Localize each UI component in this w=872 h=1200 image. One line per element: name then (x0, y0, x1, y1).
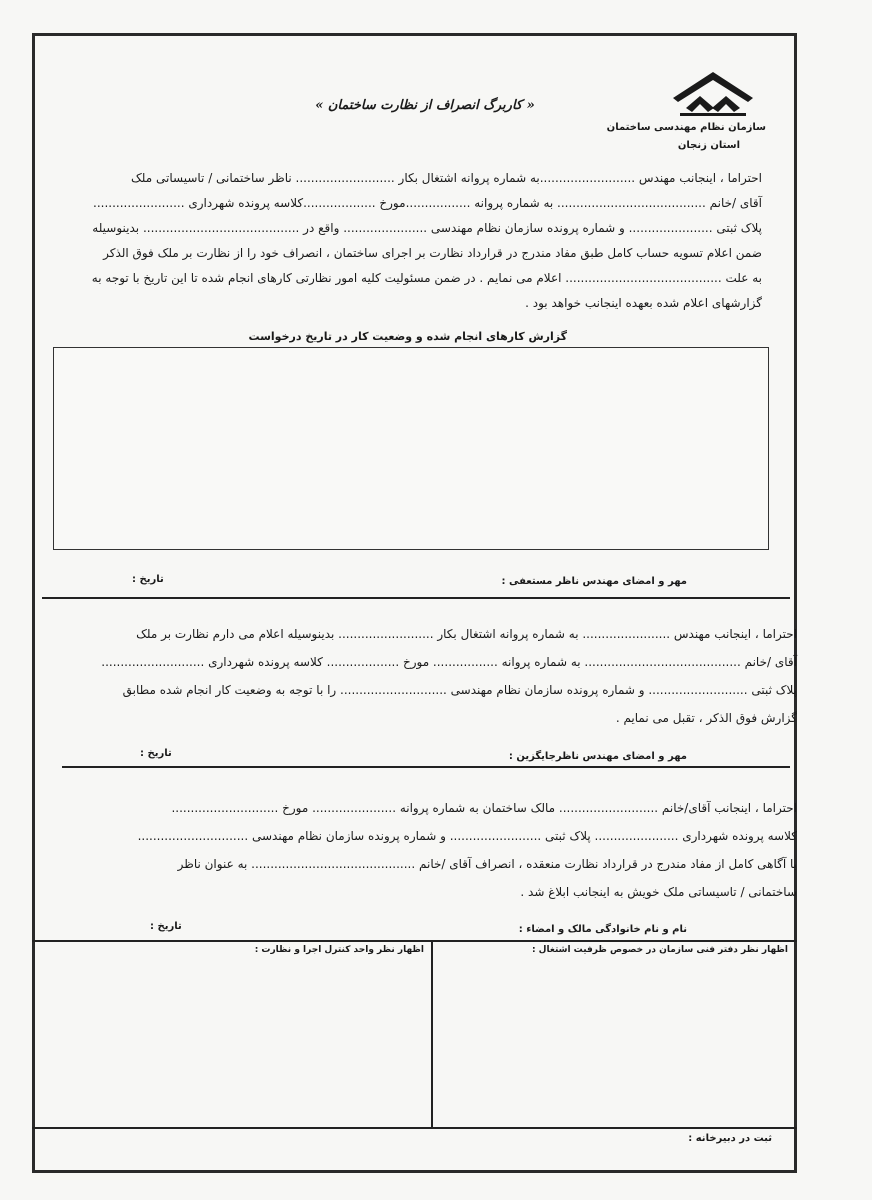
technical-office-box[interactable] (433, 960, 795, 1125)
paragraph-line: احتراما ، اینجانب مهندس ....................... به شماره پروانه اشتغال بکار ......................... بدینوسیله اعلام می دارم نظارت بر ملک (136, 627, 797, 641)
form-title: « کاربرگ انصراف از نظارت ساختمان » (315, 98, 535, 113)
technical-office-opinion-label: اظهار نظر دفتر فنی سازمان در خصوص ظرفیت اشتغال : (531, 945, 788, 955)
paragraph-line: ضمن اعلام تسویه حساب کامل طبق مفاد مندرج در قرارداد نظارت بر اجرای ساختمان ، انصراف خود را از نظارت بر ملک فوق الذکر (103, 246, 762, 260)
paragraph-line: پلاک ثبتی .......................... و شماره پرونده سازمان نظام مهندسی ............................ را با توجه به وضعیت کار انجام شده مطابق (122, 683, 797, 697)
paragraph-line: کلاسه پرونده شهرداری ...................... پلاک ثبتی ........................ و شماره پرونده سازمان نظام مهندسی ............................. (137, 829, 797, 843)
paragraph-line: احتراما ، اینجانب مهندس .........................به شماره پروانه اشتغال بکار .......................... ناظر ساختمانی / تاسیساتی ملک (131, 171, 762, 185)
organization-province: استان زنجان (677, 140, 740, 151)
bottom-top-rule (32, 940, 797, 942)
organization-name: سازمان نظام مهندسی ساختمان (606, 122, 766, 133)
paragraph-line: آقای /خانم ....................................... به شماره پروانه .................مورخ ...................کلاسه پرونده شهرداری ........................ (93, 196, 762, 210)
owner-paragraph (57, 794, 797, 906)
report-heading: گزارش کارهای انجام شده و وضعیت کار در تاریخ درخواست (248, 330, 567, 343)
section-divider (42, 597, 790, 599)
date-label: تاریخ : (140, 748, 172, 759)
resignation-paragraph (62, 166, 762, 316)
paragraph-line: پلاک ثبتی ...................... و شماره پرونده سازمان نظام مهندسی ...................... واقع در ......................................... بدینوسیله (92, 221, 762, 235)
owner-signature-label: نام و نام خانوادگی مالک و امضاء : (518, 924, 687, 935)
control-unit-box[interactable] (34, 960, 429, 1125)
section-divider (62, 766, 790, 768)
paragraph-line: گزارش فوق الذکر ، تقبل می نمایم . (615, 711, 797, 725)
paragraph-line: احتراما ، اینجانب آقای/خانم .......................... مالک ساختمان به شماره پروانه ...................... مورخ ............................ (171, 801, 797, 815)
bottom-rule (32, 1127, 797, 1129)
date-label: تاریخ : (132, 574, 164, 585)
resigning-engineer-signature-label: مهر و امضای مهندس ناظر مستعفی : (501, 576, 687, 587)
paragraph-line: ساختمانی / تاسیساتی ملک خویش به اینجانب ابلاغ شد . (520, 885, 797, 899)
secretariat-registration-label: ثبت در دبیرخانه : (688, 1133, 772, 1144)
date-label: تاریخ : (150, 921, 182, 932)
paragraph-line: به علت ......................................... اعلام می نمایم . در ضمن مسئولیت کلیه امور نظارتی کارهای انجام شده تا این تاریخ با توجه به (91, 271, 762, 285)
replacement-engineer-signature-label: مهر و امضای مهندس ناظرجایگزین : (508, 751, 687, 762)
replacement-paragraph (57, 620, 797, 732)
paragraph-line: آقای /خانم ......................................... به شماره پروانه ................. مورخ ................... کلاسه پرونده شهرداری ........................... (101, 655, 797, 669)
paragraph-line: با آگاهی کامل از مفاد مندرج در قرارداد نظارت منعقده ، انصراف آقای /خانم ........................................... به عنوان ناظر (177, 857, 797, 871)
control-unit-opinion-label: اظهار نظر واحد کنترل اجرا و نظارت : (254, 945, 424, 955)
paragraph-line: گزارشهای اعلام شده بعهده اینجانب خواهد بود . (525, 296, 762, 310)
report-box[interactable] (53, 347, 769, 550)
organization-logo (668, 68, 758, 118)
